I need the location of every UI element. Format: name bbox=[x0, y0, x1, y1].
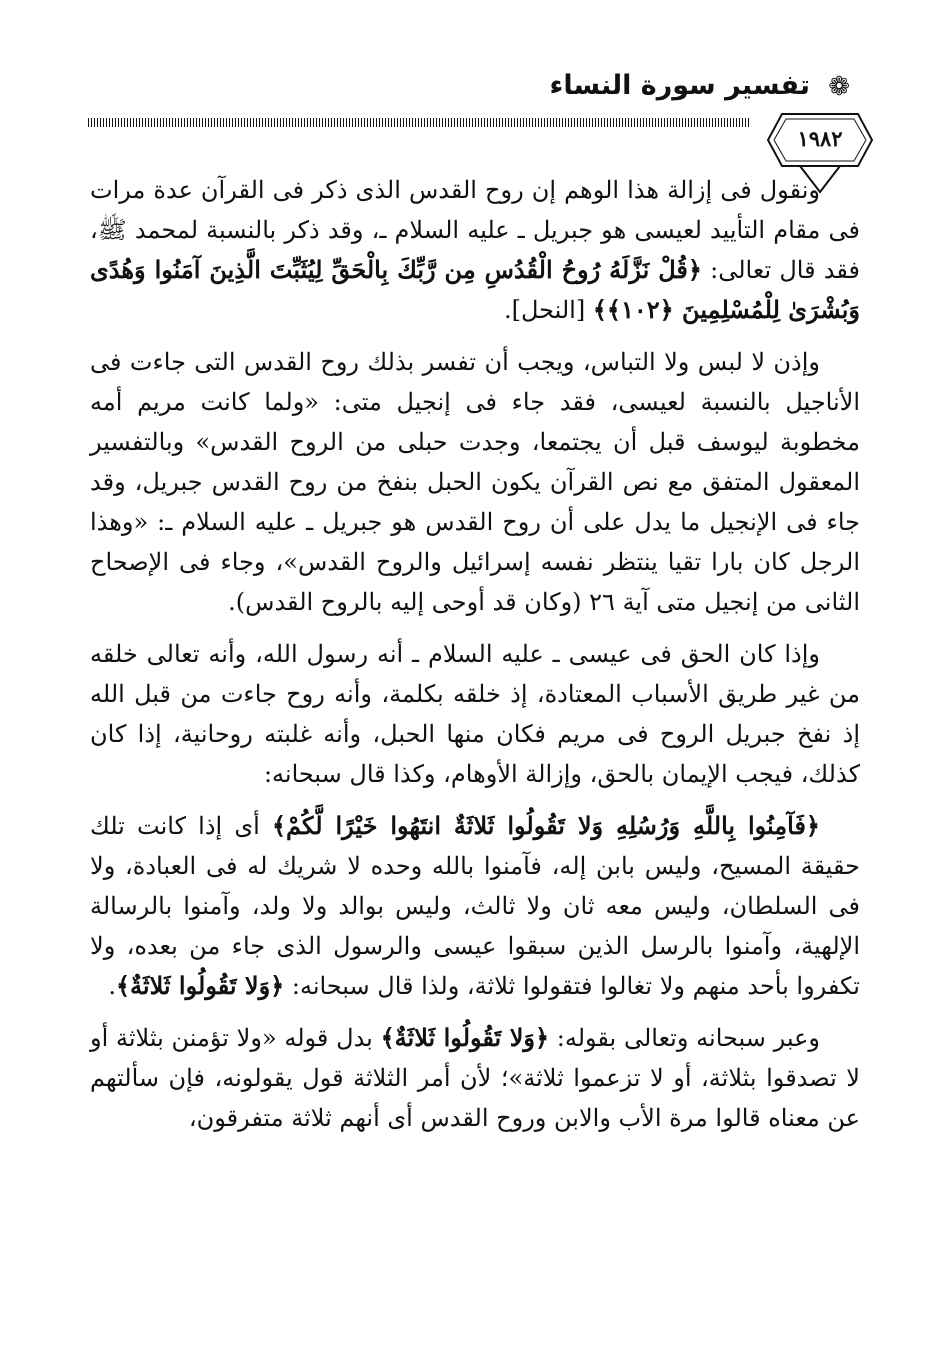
quran-verse: ﴿وَلا تَقُولُوا ثَلاثَةٌ﴾ bbox=[115, 971, 285, 1000]
paragraph-text: وإذن لا لبس ولا التباس، ويجب أن تفسر بذلك روح القدس التى جاءت فى الأناجيل بالنسبة لعيسى، فقد جاء فى إنجيل متى: «ولما كانت مريم أمه مخطوبة ليوسف قبل أن يجتمعا، وجدت حبلى من الروح القدس» وبالتفسير المعقول المتفق مع نص القرآن يكون الحبل بنفخ من روح القدس جبريل، وقد جاء فى الإنجيل ما يدل على أن روح القدس هو جبريل ـ عليه السلام ـ: «وهذا الرجل كان بارا تقيا ينتظر نفسه إسرائيل والروح القدس»، وجاء فى الإصحاح الثانى من إنجيل متى آية ٢٦ (وكان قد أوحى إليه بالروح القدس). bbox=[90, 348, 860, 616]
quran-verse: ﴿فَآمِنُوا بِاللَّهِ وَرُسُلِهِ وَلا تَقُولُوا ثَلاثَةٌ انتَهُوا خَيْرًا لَّكُمْ﴾ bbox=[271, 811, 820, 840]
quran-verse: ﴿وَلا تَقُولُوا ثَلاثَةٌ﴾ bbox=[380, 1023, 550, 1052]
page-body bbox=[90, 170, 860, 1150]
paragraph bbox=[90, 806, 860, 1006]
quran-verse: ﴿قُلْ نَزَّلَهُ رُوحُ الْقُدُسِ مِن رَّبِّكَ بِالْحَقِّ لِيُثَبِّتَ الَّذِينَ آمَنُوا وَهُدًى وَبُشْرَىٰ لِلْمُسْلِمِينَ ﴿١٠٢﴾﴾ bbox=[90, 255, 860, 324]
paragraph bbox=[90, 342, 860, 622]
paragraph-text: بدل قوله «ولا تؤمنن بثلاثة أو لا تصدقوا بثلاثة، أو لا تزعموا ثلاثة»؛ لأن أمر الثلاثة قول يقولونه، فإن سألتهم عن معناه قالوا مرة الأب والابن وروح القدس أى أنهم ثلاثة متفرقون، bbox=[90, 1024, 860, 1132]
paragraph bbox=[90, 1018, 860, 1138]
paragraph-text: وعبر سبحانه وتعالى بقوله: bbox=[549, 1024, 820, 1052]
paragraph bbox=[90, 634, 860, 794]
paragraph-text: وإذا كان الحق فى عيسى ـ عليه السلام ـ أنه رسول الله، وأنه تعالى خلقه من غير طريق الأسباب المعتادة، إذ خلقه بكلمة، وأنه روح جاءت من قبل الله إذ نفخ جبريل الروح فى مريم فكان منها الحبل، وأنه غلبته روحانية، إذا كان كذلك، فيجب الإيمان بالحق، وإزالة الأوهام، وكذا قال سبحانه: bbox=[90, 640, 860, 788]
ornament-icon: ❁ bbox=[828, 72, 850, 102]
paragraph-text: . bbox=[108, 972, 116, 1000]
paragraph-text: ونقول فى إزالة هذا الوهم إن روح القدس الذى ذكر فى القرآن عدة مرات فى مقام التأييد لعيسى هو جبريل ـ عليه السلام ـ، وقد ذكر بالنسبة لمحمد ﷺ، فقد قال تعالى: bbox=[90, 176, 860, 284]
page-number: ١٩٨٢ bbox=[797, 126, 843, 151]
paragraph-text: [النحل]. bbox=[503, 296, 593, 324]
running-title: تفسير سورة النساء bbox=[549, 70, 810, 101]
page-header bbox=[80, 60, 850, 180]
paragraph-text: أى إذا كانت تلك حقيقة المسيح، وليس بابن إله، فآمنوا بالله وحده لا شريك له فى العبادة، ولا فى السلطان، وليس معه ثان ولا ثالث، وليس بوالد ولا ولد، وآمنوا بالرسالة الإلهية، وآمنوا بالرسل الذين سبقوا عيسى والرسول الذى جاء من بعده، ولا تكفروا بأحد منهم ولا تغالوا فتقولوا ثلاثة، ولذا قال سبحانه: bbox=[90, 812, 860, 1000]
paragraph bbox=[90, 170, 860, 330]
header-rule bbox=[88, 118, 750, 127]
